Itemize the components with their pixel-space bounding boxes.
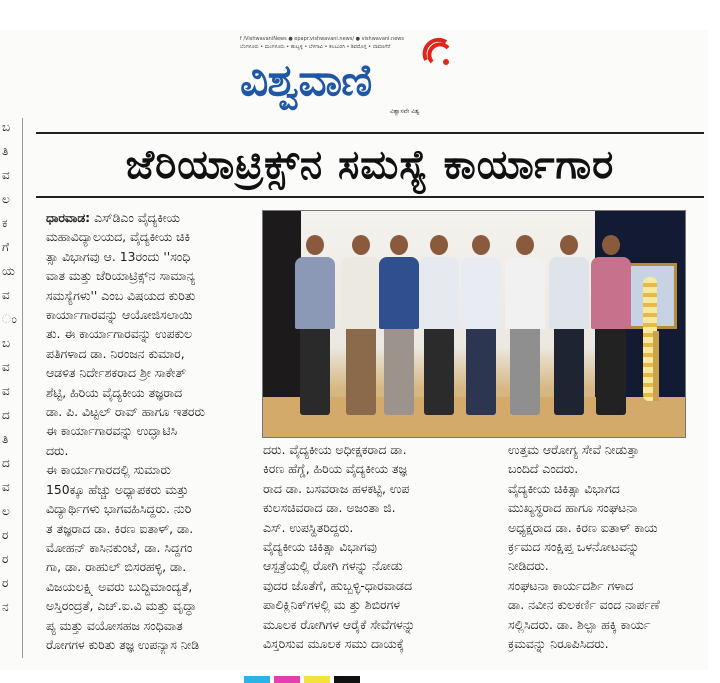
fragment-char: ರ xyxy=(2,552,9,566)
person-figure xyxy=(505,235,545,415)
text-line: ಕಾರ್ಯಾಗಾರವನ್ನು ಆಯೋಜಿಸಲಾಯಿ xyxy=(46,307,193,323)
color-swatch xyxy=(274,676,300,683)
fragment-char: ರ xyxy=(2,528,9,542)
person-figure xyxy=(591,235,631,415)
fragment-char: ಂ xyxy=(2,312,17,326)
fragment-char: ವ xyxy=(2,480,10,494)
dateline: ಧಾರವಾಡ: xyxy=(46,210,91,225)
text-line: ವೈದ್ಯಕೀಯ ಚಿಕಿತ್ಸಾ ವಿಭಾಗವು xyxy=(263,539,377,555)
column-divider xyxy=(22,118,23,658)
text-line: ಕ್ರಮವನ್ನು ನಿರೂಪಿಸಿದರು. xyxy=(508,636,609,652)
dateline-row xyxy=(46,208,252,227)
fragment-char: ದ xyxy=(2,456,10,470)
text-line: ಸಮಸ್ಯೆಗಳು'' ಎಂಬ ವಿಷಯದ ಕುರಿತು xyxy=(46,287,196,303)
text-line: ಗಾ, ಡಾ. ರಾಹುಲ್ ಬಿಸರಹಳ್ಳಿ, ಡಾ. xyxy=(46,559,187,575)
fragment-char: ವ xyxy=(2,360,10,374)
text-line: ಮಹಾವಿದ್ಯಾಲಯದ, ವೈದ್ಯಕೀಯ ಚಿಕಿ xyxy=(46,229,191,245)
fragment-char: ರ xyxy=(2,576,9,590)
fragment-char: ಕ xyxy=(2,216,8,230)
fragment-char: ವ xyxy=(2,288,10,302)
signal-icon xyxy=(422,36,456,70)
text-line: ಡಾ. ನವೀನ ಕುಲಕರ್ಣಿ ವಂದ ನಾರ್ಪಣೆ xyxy=(508,597,660,613)
color-swatch xyxy=(244,676,270,683)
text-line: ವಿದ್ಯಾರ್ಥಿಗಳು ಭಾಗವಹಿಸಿದ್ದರು. ನುರಿ xyxy=(46,501,192,517)
person-figure xyxy=(341,235,381,415)
fragment-char: ಲ xyxy=(2,504,10,518)
newspaper-logo: ವಿಶ್ವವಾಣಿ xyxy=(240,55,372,106)
text-line: ಬಂದಿದೆ ಎಂದರು. xyxy=(508,461,579,477)
text-line: ರಾದ ಡಾ. ಬಸವರಾಜ ಹಳಕಟ್ಟಿ, ಉಪ xyxy=(263,480,410,496)
person-figure xyxy=(379,235,419,415)
text-line: ವೈದ್ಯಕೀಯ ಚಿಕಿತ್ಸಾ ವಿಭಾಗದ xyxy=(508,480,620,496)
color-swatch xyxy=(334,676,360,683)
fragment-char: ವ xyxy=(2,384,10,398)
headline-box xyxy=(36,132,704,198)
fragment-char: ಗೆ xyxy=(2,240,9,254)
text-line: ವುದರ ಜೊತೆಗೆ, ಹುಬ್ಬಳ್ಳಿ-ಧಾರವಾಡದ xyxy=(263,577,412,593)
text-line: ಪತಿಗಳಾದ ಡಾ. ನಿರಂಜನ ಕುಮಾರ, xyxy=(46,345,185,361)
text-line: ರೋಗಗಳ ಕುರಿತು ತಜ್ಞ ಉಪನ್ಯಾಸ ನೀಡಿ xyxy=(46,636,200,652)
person-figure xyxy=(419,235,459,415)
article-headline: ಜೆರಿಯಾಟ್ರಿಕ್ಸ್‌ನ ಸಮಸ್ಯೆ ಕಾರ್ಯಾಗಾರ xyxy=(125,142,615,188)
fragment-char: ದ xyxy=(2,408,10,422)
text-line: ಡಾ. ಪಿ. ವಿಟ್ಟಲ್ ರಾವ್ ಹಾಗೂ ಇತರರು xyxy=(46,404,205,420)
text-line: ಎಸ್. ಉಪಸ್ಥಿತರಿದ್ದರು. xyxy=(263,519,354,535)
page-top-margin xyxy=(0,0,720,30)
text-line: ತ್ಸಾ ವಿಭಾಗವು ಆ. 13ರಂದು ''ಸಂಧಿ xyxy=(46,248,191,264)
fragment-char: ಯ xyxy=(2,264,15,278)
fragment-char: ತಿ xyxy=(2,432,9,446)
text-line: ದರು. xyxy=(46,442,69,458)
text-line: ಮೋಹನ್ ಕಾಸಿನಕುಂಟೆ, ಡಾ. ಸಿದ್ದಗಂ xyxy=(46,539,193,555)
text-line: ಆಡಳಿತ ನಿರ್ದೇಶಕರಾದ ಶ್ರೀ ಸಾಕೇತ್ xyxy=(46,365,186,381)
article-column-3 xyxy=(508,440,688,653)
person-figure xyxy=(549,235,589,415)
masthead-editions: ಬೆಂಗಳೂರು • ಮಂಗಳೂರು • ಹುಬ್ಬಳ್ಳಿ • ಬೆಳಗಾವಿ • ಕಲಬುರಗಿ • ಶಿವಮೊಗ್ಗ • ದಾವಣಗೆರೆ xyxy=(240,44,391,50)
text-line: ನೀಡಿದರು. xyxy=(508,558,549,574)
text-line: ಈ ಕಾರ್ಯಾಗಾರವನ್ನು ಉದ್ಘಾಟಿಸಿ xyxy=(46,423,178,439)
lamp-stand xyxy=(653,331,659,401)
fragment-char: ಬ xyxy=(2,120,11,134)
text-line: ಉತ್ತಮ ಆರೋಗ್ಯ ಸೇವೆ ನೀಡುತ್ತಾ xyxy=(508,442,640,457)
fragment-char: ಲ xyxy=(2,192,10,206)
text-line: ಸಲ್ಲಿಸಿದರು. ಡಾ. ಶಿಲ್ಪಾ ಹಕ್ಕಿ ಕಾರ್ಯ xyxy=(508,616,651,632)
text-line: ಮೂಲಕ ರೋಗಿಗಳ ಆರೈಕೆ ಸೇವೆಗಳನ್ನು xyxy=(263,616,416,632)
text-line: ಆಸ್ಪತ್ರೆಯಲ್ಲಿ ರೋಗಿ ಗಳನ್ನು ನೋಡು xyxy=(263,558,403,574)
masthead-links: f /VishwavaniNews ● epapr.vishwavani.news/ ● vishwavani.news xyxy=(240,36,404,42)
text-line: ಕಿರಣ ಹೆಗ್ಡೆ, ಹಿರಿಯ ವೈದ್ಯಕೀಯ ತಜ್ಞ xyxy=(263,461,407,477)
fragment-char: ವ xyxy=(2,168,10,182)
text-line: ವಿಸ್ತರಿಸುವ ಮೂಲಕ ಸಮು ದಾಯಕ್ಕೆ xyxy=(263,636,404,652)
person-figure xyxy=(461,235,501,415)
text-line: ತು. ಈ ಕಾರ್ಯಾಗಾರವನ್ನು ಉಪಕುಲ xyxy=(46,326,193,342)
article-column-1 xyxy=(46,208,252,654)
text-line: ರ್ಕ್ರಮದ ಸಂಕ್ಷಿಪ್ತ ಒಳನೋಟವನ್ನು xyxy=(508,539,640,555)
text-line: ಪ್ಯ ಮತ್ತು ವಯೋಸಹಜ ಸಂಧಿವಾತ xyxy=(46,617,183,633)
event-photo xyxy=(262,210,686,438)
text-line: ವಿಜಯಲಕ್ಷ್ಮಿ ಅವರು ಬುದ್ಧಿಮಾಂದ್ಯತೆ, xyxy=(46,578,193,594)
text-line: ಅಧ್ಯಕ್ಷರಾದ ಡಾ. ಕಿರಣ ಐತಾಳ್ ಕಾಯ xyxy=(508,519,658,535)
masthead xyxy=(240,36,470,118)
text-line: ದರು. ವೈದ್ಯಕೀಯ ಅಧೀಕ್ಷಕರಾದ ಡಾ. xyxy=(263,442,407,457)
text-line: ಎಸ್‌ಡಿಎಂ ವೈದ್ಯಕೀಯ xyxy=(94,210,180,225)
color-swatch xyxy=(304,676,330,683)
fragment-char: ತಿ xyxy=(2,144,9,158)
text-line: ಮುಖ್ಯಸ್ಥರಾದ ಹಾಗೂ ಸಂಘಟನಾ xyxy=(508,500,638,516)
text-line: ಅಸ್ತಿರಂದ್ರತೆ, ಎಚ್.ಐ.ವಿ ಮತ್ತು ವೃದ್ಧಾ xyxy=(46,598,197,614)
text-line: ತ ತಜ್ಞರಾದ ಡಾ. ಕಿರಣ ಐತಾಳ್, ಡಾ. xyxy=(46,520,194,536)
text-line: 150ಕ್ಕೂ ಹೆಚ್ಚು ಅಧ್ಯಾಪಕರು ಮತ್ತು xyxy=(46,481,189,497)
text-line: ವಾತ ಮತ್ತು ಜೆರಿಯಾಟ್ರಿಕ್ಸ್‌ನ ಸಾಮಾನ್ಯ xyxy=(46,268,196,284)
person-figure xyxy=(295,235,335,415)
text-line: ಈ ಕಾರ್ಯಾಗಾರದಲ್ಲಿ ಸುಮಾರು xyxy=(46,462,171,478)
text-line: ಪಾಲಿಕ್ಲಿನಿಕ್‌ಗಳಲ್ಲಿ ಮ ತ್ತು ಶಿಬಿರಗಳ xyxy=(263,597,401,613)
fragment-char: ನ xyxy=(2,600,9,614)
adjacent-column-fragments xyxy=(0,118,20,638)
text-line: ಶೆಟ್ಟಿ, ಹಿರಿಯ ವೈದ್ಯಕೀಯ ತಜ್ಞರಾದ xyxy=(46,384,183,400)
fragment-char: ಬ xyxy=(2,336,11,350)
text-line: ಕುಲಸಚಿವರಾದ ಡಾ. ಅಜಂತಾ ಜಿ. xyxy=(263,500,396,516)
text-line: ಸಂಘಟನಾ ಕಾರ್ಯದರ್ಶಿ ಗಳಾದ xyxy=(508,577,634,593)
newspaper-tagline: ವಿಶ್ವಾಸವೇ ವಿಶ್ವ xyxy=(390,108,420,115)
article-column-2 xyxy=(263,440,495,653)
